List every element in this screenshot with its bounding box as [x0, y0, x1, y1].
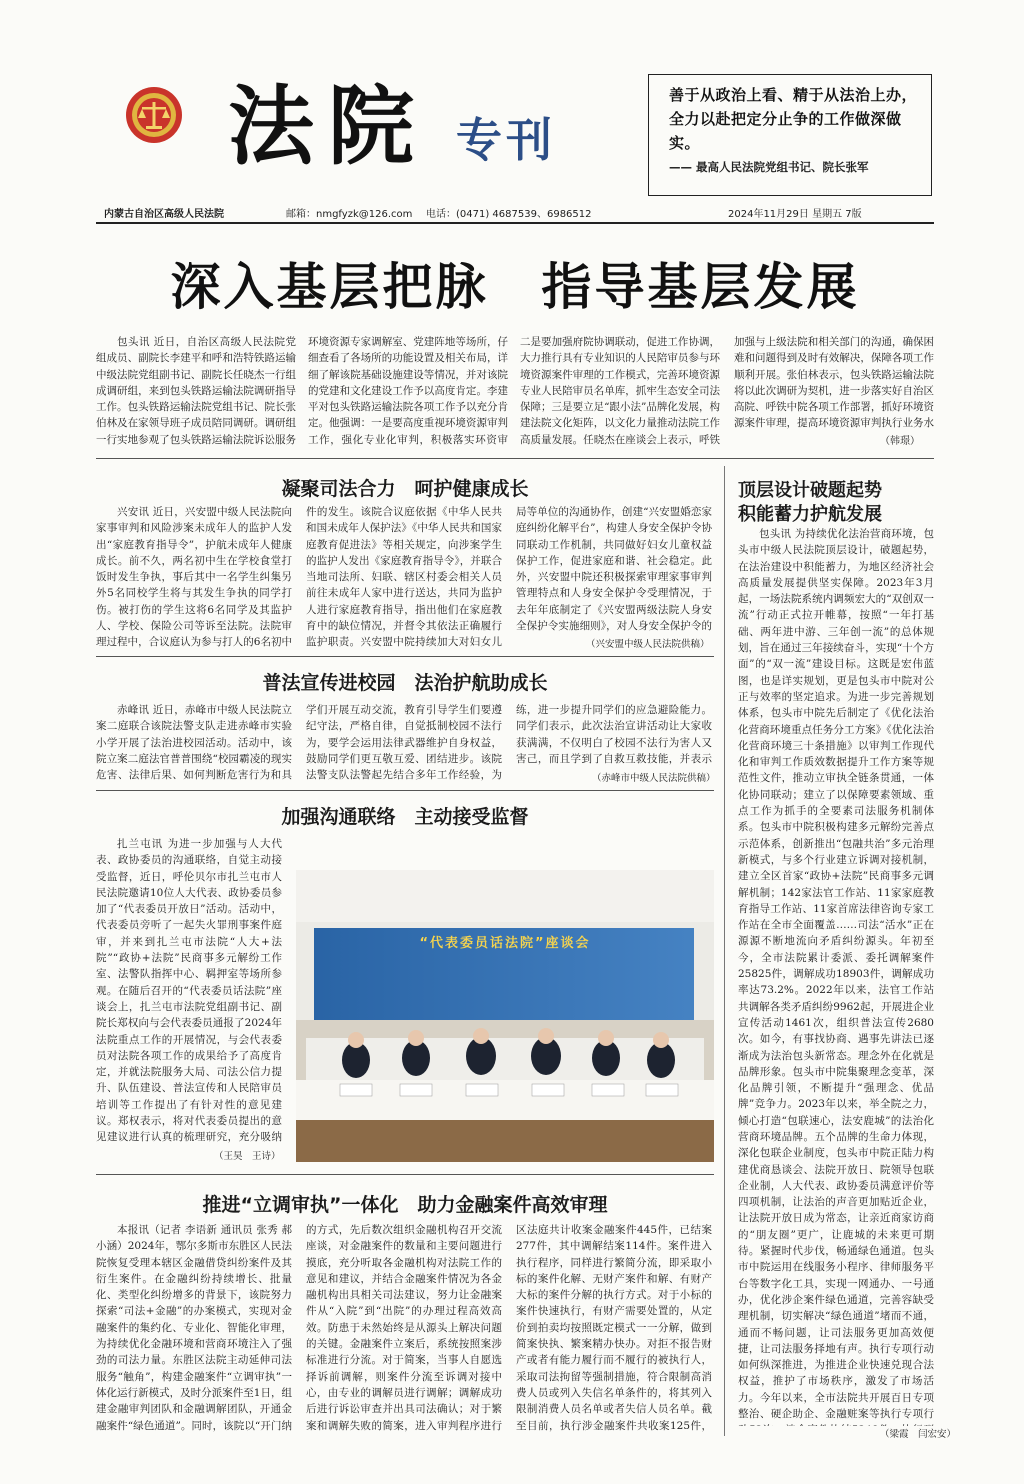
lead-article-col-2: 环境资源专家调解室、党建阵地等场所，仔细查看了各场所的功能设置及相关布局，详细了解该院基础设施建设等情况，并对该院的党建和文化建设工作予以高度肯定。李建平对包头铁路运输法院各项工作予以充分肯定。他强调：一是要高度重视环境资源审判工作，强化专业化审判，积极落实环资审 — [308, 336, 508, 446]
campus-article-byline: （赤峰市中级人民法院供稿） — [592, 773, 716, 784]
finance-article-col-3: 区法庭共计收案金融案件445件，已结案277件，其中调解结案114件。案件进入执行程序，同样进行繁简分流，即采取小标的案件化解、无财产案件和解、有财产大标的案件分解的执行方式。对于小标的案件快速执行，有财产需要处置的，从定价到拍卖均按照既定模式一一分解，做到简案快执、繁案精办快办。对拒不报告财产或者有能力履行而不履行的被执行人，采取司法拘留等强制措施，符合限制高消费人员或列入失信名单条件的，将其列入限制消费人员名单或者失信人员名单。截至目前，执行涉金融案件共收案125件， — [516, 1224, 712, 1432]
divider — [96, 656, 714, 657]
supervision-article-col-1: 扎兰屯讯 为进一步加强与人大代表、政协委员的沟通联络，自觉主动接受监督，近日，呼伦贝尔市扎兰屯市人民法院邀请10位人大代表、政协委员参加了“代表委员开放日”活动。活动中，代表委员旁听了一起失火罪刑事案件庭审，并来到扎兰屯市法院“人大+法院”“政协+法院”民商事多元解纷工作室、法警队指挥中心、羁押室等场所参观。在随后召开的“代表委员话法院”座谈会上，扎兰屯市法院党组副书记、副院长郑权向与会代表委员通报了2024年法院重点工作的开展情况，与会代表委员对法院各项工作的成果给予了高度肯定，并就法院服务大局、司法公信力提升、队伍建设、普法宣传和人民陪审员培训等工作提出了有针对性的意见建议。郑权表示，将对代表委员提出的意见建议进行认真的梳理研究，充分吸纳 — [96, 838, 282, 1144]
lead-article-byline: （韩璟） — [880, 436, 920, 447]
lead-article-col-3: 二是要加强府院协调联动，促进工作协调，大力推行具有专业知识的人民陪审员参与环境资源案件审理的工作模式，完善环境资源专业人民陪审员名单库，抓牢生态安全司法保障；三是要立足“跟小法”品牌化发展，构建法院文化矩阵，以文化力量推动法院工作高质量发展。任晓杰在座谈会上表示，呼铁 — [520, 336, 720, 446]
lead-article-col-1: 包头讯 近日，自治区高级人民法院党组成员、副院长李建平和呼和浩特铁路运输中级法院党组副书记、副院长任晓杰一行组成调研组，来到包头铁路运输法院调研指导工作。包头铁路运输法院党组书记、院长张伯林及在家领导班子成员陪同调研。调研组一行实地参观了包头铁路运输法院诉讼服务 — [96, 336, 296, 446]
sidebar-byline: （梁霞 闫宏安） — [880, 1429, 957, 1440]
divider — [96, 458, 934, 459]
campus-article-title: 普法宣传进校园 法治护航助成长 — [262, 672, 548, 694]
campus-article-col-1: 赤峰讯 近日，赤峰市中级人民法院立案二庭联合该院法警支队走进赤峰市实验小学开展了法治进校园活动。活动中，该院立案二庭法官普普围绕“校园霸凌的现实危害、法律后果、如何判断危害行为和具 — [96, 704, 292, 782]
divider — [96, 790, 714, 791]
youth-article-col-2: 件的发生。该院合议庭依据《中华人民共和国未成年人保护法》《中华人民共和国家庭教育促进法》等相关规定，向涉案学生的监护人发出《家庭教育指导令》，并联合当地司法所、妇联、辖区村委会相关人员前往未成年人家中进行送达，共同为监护人进行家庭教育指导，指出他们在家庭教育中的缺位情况，并督令其依法正确履行监护职责。兴安盟中院持续加大对妇女儿 — [306, 506, 502, 649]
youth-article-byline: （兴安盟中级人民法院供稿） — [586, 639, 710, 650]
masthead-quote-source: —— 最高人民法院党组书记、院长张军 — [669, 160, 869, 174]
masthead-title-small: 专刊 — [456, 113, 556, 167]
lead-article-col-4: 加强与上级法院和相关部门的沟通，确保困难和问题得到及时有效解决，保障各项工作顺利开展。张伯林表示，包头铁路运输法院将以此次调研为契机，进一步落实好自治区高院、呼铁中院各项工作部署，抓好环境资源案件审理，提高环境资源审判执行业务水 — [734, 336, 934, 430]
supervision-article-title: 加强沟通联络 主动接受监督 — [281, 806, 529, 828]
meeting-photo — [296, 870, 714, 1162]
page-headline: 深入基层把脉 指导基层发展 — [170, 257, 860, 316]
sidebar-vertical-rule — [724, 466, 725, 1436]
sidebar-title-line-2: 积能蓄力护航发展 — [738, 504, 882, 525]
masthead-org: 内蒙古自治区高级人民法院 — [104, 209, 224, 220]
masthead-phone: 电话：(0471) 4687539、6986512 — [426, 209, 592, 220]
masthead-title-big: 法院 — [228, 76, 428, 177]
youth-article-title: 凝聚司法合力 呵护健康成长 — [281, 478, 529, 500]
finance-article-col-2: 的方式，先后数次组织金融机构召开交流座谈，对金融案件的数量和主要问题进行摸底，充分听取各金融机构对法院工作的意见和建议，并结合金融案件情况为各金融机构出具相关司法建议，努力让金融案件从“入院”到“出院”的办理过程高效高效。防患于未然始终是从源头上解决问题的关键。金融案件立案后，系统按照案涉标准进行分流。对于简案，当事人自愿选择诉前调解，则案件分流至诉调对接中心，由专业的调解员进行调解；调解成功后进行诉讼审查并出具司法确认；对于繁案和调解失败的简案，进入审判程序进行 — [306, 1224, 502, 1432]
masthead-date: 2024年11月29日 星期五 7版 — [728, 209, 862, 220]
masthead-email: 邮箱：nmgfyzk@126.com — [286, 209, 413, 220]
masthead — [0, 0, 1024, 220]
supervision-article-byline: （王昊 王诗） — [214, 1151, 281, 1162]
youth-article-col-1: 兴安讯 近日，兴安盟中级人民法院向家事审判和风险涉案未成年人的监护人发出“家庭教育指导令”，护航未成年人健康成长。前不久，两名初中生在学校食堂打饭时发生争执，事后其中一名学生纠集另外5名同校学生将与其发生争执的同学打伤。被打伤的学生这将6名同学及其监护人、学校、保险公司等诉至法院。法院审理过程中，合议庭认为参与打人的6名初中 — [96, 506, 292, 649]
sidebar-article-body: 包头讯 为持续优化法治营商环境，包头市中级人民法院顶层设计，破题起势，在法治建设中积能蓄力，为地区经济社会高质量发展提供坚实保障。2023年3月起，一场法院系统内调频宏大的“双创双一流”行动正式拉开帷幕，按照“一年打基础、两年进中游、三年创一流”的总体规划，旨在通过三年接续奋斗，实现“十个方面”的“双一流”建设目标。这既是宏伟蓝图，也是详实规划，更是包头市中院对公正与效率的坚定追求。为进一步完善规划体系，包头市中院先后制定了《优化法治化营商环境重点任务分工方案》《优化法治化营商环境三十条措施》以审判工作现代化和审判工作质效数据提升工作方案等规范性文件，推动立审执全链条贯通，一体化协同联动；建立了以保障要素领域、重点工作为抓手的全要素司法服务机制体系。包头市中院积极构建多元解纷完善点示范体系，创新推出“包融共治”多元治理新模式，与多个行业建立诉调对接机制，建立全区首家“政协+法院”民商事多元调解机制；142家法官工作站、11家家庭教育指导工作站、11家首席法律咨询专家工作站在全市全面覆盖……司法“活水”正在源源不断地流向矛盾纠纷源头。年初至今，全市法院累计委派、委托调解案件25825件，调解成功18903件，调解成功率达73.2%。2022年以来，法官工作站共调解各类矛盾纠纷9962起，开展进企业宣传活动1461次，组织普法宣传2680次。如今，有事找协商、遇事先讲法已逐渐成为法治包头新常态。理念外在化就是品牌形象。包头市中院集聚理念变革，深化品牌引领，不断提升“强理念、优品牌”竞争力。2023年以来，举全院之力，倾心打造“包联速心，法安鹿城”的法治化营商环境品牌。五个品牌的生命力体现，深化包联企业制度，包头市中院正陆力构建优商恳谈会、法院开放日、院领导包联企业制，人大代表、政协委员满意评价等四项机制，让法治的声音更加贴近企业，让法院开放日成为常态，让亲近商家访商的“朋友圈”更广，让鹿城的未来更可期待。紧握时代步伐，畅通绿色通道。包头市中院运用在线服务小程序、律师服务平台等数字化工具，实现一网通办、一号通办，优化涉企案件绿色通道，完善容缺受理机制，切实解决“绿色通道”堵而不通，通而不畅问题，让司法服务更加高效便捷，让司法服务择地有声。执行专项行动如何纵深推进，为推进企业快速兑现合法权益，推护了市场秩序，激发了市场活力。今年以来，全市法院共开展百日专项整治、硬企助企、金融赃案等执行专项行 — [738, 528, 934, 1421]
sidebar-title-line-1: 顶层设计破题起势 — [738, 480, 882, 501]
masthead-rule — [96, 222, 934, 224]
campus-article-col-2: 学们开展互动交流，教育引导学生们要遵纪守法，严格自律，自觉抵制校园不法行为，要学会运用法律武器维护自身权益，鼓励同学们更互敬互爱、团结进步。该院法警支队法警起先结合多年工作经验，为 — [306, 704, 502, 782]
meeting-photo-image — [296, 870, 714, 1162]
meeting-photo-banner: “代表委员话法院”座谈会 — [419, 936, 591, 951]
youth-article-col-3: 局等单位的沟通协作，创建“兴安盟婚恋家庭纠纷化解平台”，构建人身安全保护令协同联动工作机制，共同做好妇女儿童权益保护工作，促进家庭和谐、社会稳定。此外，兴安盟中院还积极探索审理家事审判管理特点和人身安全保护令受理情况，于去年年底制定了《兴安盟两级法院人身安全保护令实施细则》，对人身安全保护令的 — [516, 506, 712, 633]
finance-article-title: 推进“立调审执”一体化 助力金融案件高效审理 — [202, 1194, 608, 1216]
divider — [96, 1174, 714, 1175]
masthead-quote: 善于从政治上看、精于从法治上办，全力以赴把定分止争的工作做深做实。 — [669, 86, 918, 152]
finance-article-col-1: 本报讯（记者 李语新 通讯员 张秀 郝小涵）2024年，鄂尔多斯市东胜区人民法院恢复受理本辖区金融借贷纠纷案件及其衍生案件。在金融纠纷持续增长、批量化、类型化纠纷增多的背景下，该院努力探索“司法+金融”的办案模式，实现对金融案件的集约化、专业化、智能化审理，为持续优化金融环境和营商环境注入了强劲的司法力量。东胜区法院主动延伸司法服务“触角”，构建金融案件“立调审执”一体化运行新模式，及时分派案件至1日，组建金融审判团队和金融调解团队，开通金融案件“绿色通道”。同时，该院以“开门纳 — [96, 1224, 292, 1432]
masthead-quote-box — [648, 74, 932, 196]
court-emblem-icon — [124, 84, 184, 146]
campus-article-col-3: 练，进一步提升同学们的应急避险能力。同学们表示，此次法治宣讲活动让大家收获满满，不仅明白了校园不法行为害人又害己，而且学到了自救互救技能，并表示 — [516, 704, 712, 765]
